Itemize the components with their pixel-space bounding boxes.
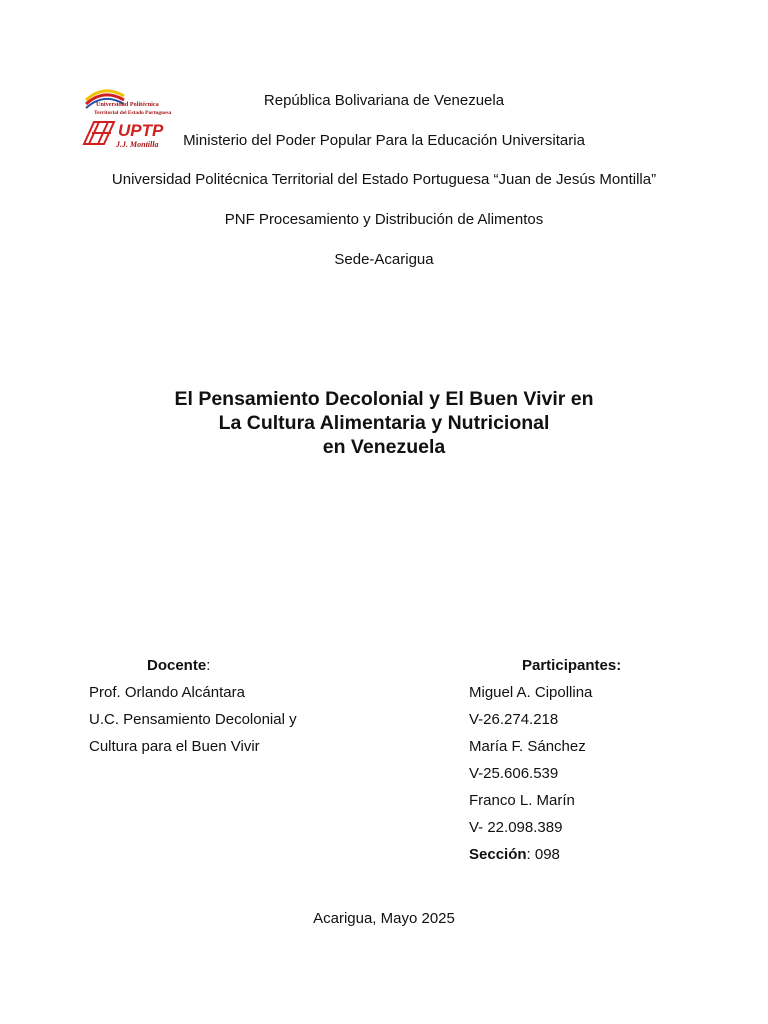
logo-brand: UPTP <box>118 121 164 140</box>
participant-id: V-26.274.218 <box>469 711 559 728</box>
participantes-block <box>469 652 621 868</box>
section-line <box>469 841 621 868</box>
participantes-heading: Participantes: <box>522 657 622 674</box>
participant-name: Miguel A. Cipollina <box>469 684 593 701</box>
course-line-1: U.C. Pensamiento Decolonial y <box>89 711 297 728</box>
campus-line: Sede-Acarigua <box>334 251 434 268</box>
university-line: Universidad Politécnica Territorial del Estado Portuguesa “Juan de Jesús Montilla” <box>111 171 657 188</box>
docente-name: Prof. Orlando Alcántara <box>89 684 245 701</box>
participant-id: V- 22.098.389 <box>469 819 563 836</box>
docente-heading <box>89 652 297 679</box>
program-line: PNF Procesamiento y Distribución de Alimentos <box>224 211 544 228</box>
republic-line: República Bolivariana de Venezuela <box>263 92 505 109</box>
ministry-line: Ministerio del Poder Popular Para la Educación Universitaria <box>183 132 585 149</box>
title-line-3: en Venezuela <box>322 436 446 458</box>
section-label: Sección <box>469 846 527 863</box>
section-value: : 098 <box>526 846 560 863</box>
logo-line1: Universidad Politécnica <box>96 101 159 108</box>
title-line-1: El Pensamiento Decolonial y El Buen Vivir en <box>174 388 594 410</box>
course-line-2: Cultura para el Buen Vivir <box>89 738 260 755</box>
logo-line2: Territorial del Estado Portuguesa <box>94 110 172 116</box>
participant-id: V-25.606.539 <box>469 765 559 782</box>
participant-name: María F. Sánchez <box>469 738 586 755</box>
title-line-2: La Cultura Alimentaria y Nutricional <box>218 412 550 434</box>
docente-label: Docente <box>147 657 207 674</box>
docente-block <box>89 652 297 760</box>
docente-colon: : <box>206 657 211 674</box>
document-title <box>0 387 768 459</box>
logo-sub: J.J. Montilla <box>116 140 159 149</box>
place-date: Acarigua, Mayo 2025 <box>313 910 455 927</box>
participant-name: Franco L. Marín <box>469 792 575 809</box>
